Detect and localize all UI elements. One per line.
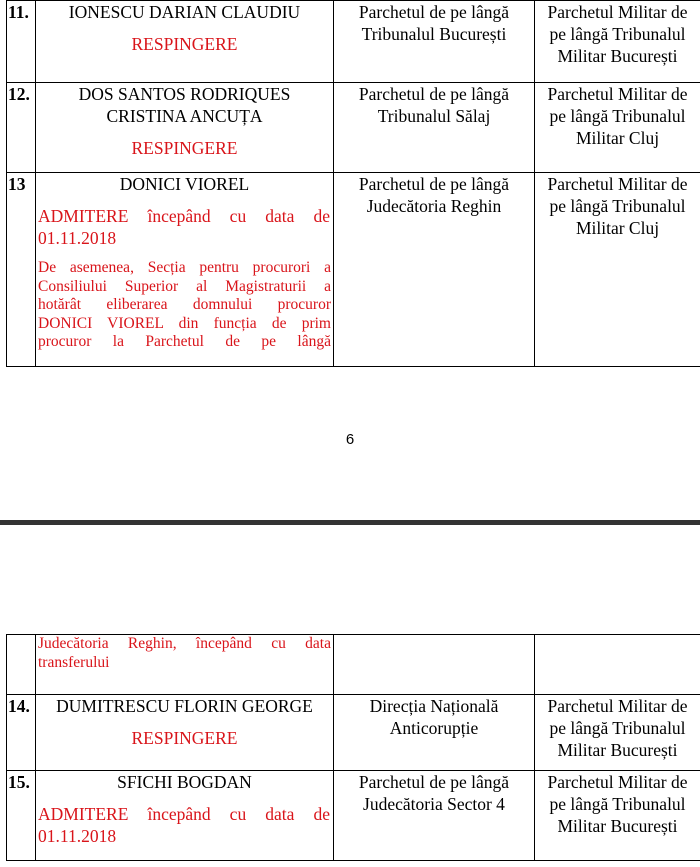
candidate-cell: [36, 771, 334, 861]
destination-unit: Parchetul Militar de pe lângă Tribunalul Militar București: [535, 695, 700, 771]
destination-unit: Parchetul Militar de pe lângă Tribunalul Militar Cluj: [535, 83, 700, 173]
candidate-cell: [36, 695, 334, 771]
transfer-table-bottom: [6, 634, 700, 861]
candidate-cell: [36, 1, 334, 83]
transfer-table-top: [6, 0, 700, 367]
decision-status: ADMITERE începând cu data de: [38, 206, 330, 226]
candidate-name: IONESCU DARIAN CLAUDIU: [68, 2, 301, 22]
table-row: [7, 635, 700, 695]
candidate-cell: [36, 83, 334, 173]
candidate-name: CRISTINA ANCUȚA: [106, 106, 263, 126]
continuation-cell: [36, 635, 334, 695]
row-number: 11.: [7, 1, 36, 83]
destination-unit: [535, 635, 700, 695]
decision-note-continued: Judecătoria Reghin, începând cu data transferului: [38, 635, 331, 671]
table-row: [7, 771, 700, 861]
page-divider: [0, 520, 700, 525]
destination-unit: Parchetul Militar de pe lângă Tribunalul Militar București: [535, 1, 700, 83]
candidate-name: DONICI VIOREL: [119, 174, 250, 194]
row-number: 14.: [7, 695, 36, 771]
decision-status: RESPINGERE: [131, 138, 238, 158]
origin-unit: Parchetul de pe lângă Tribunalul Sălaj: [334, 83, 535, 173]
origin-unit: Parchetul de pe lângă Judecătoria Sector 4: [334, 771, 535, 861]
table-row: [7, 173, 700, 367]
table-row: [7, 695, 700, 771]
origin-unit: Direcția Națională Anticorupție: [334, 695, 535, 771]
row-number: 15.: [7, 771, 36, 861]
destination-unit: Parchetul Militar de pe lângă Tribunalul Militar Cluj: [535, 173, 700, 367]
table-row: [7, 1, 700, 83]
table-row: [7, 83, 700, 173]
page-number: 6: [345, 431, 355, 448]
decision-note: De asemenea, Secția pentru procurori a Consiliului Superior al Magistraturii a hotărât eliberarea domnului procuror DONICI VIOREL din funcția de prim procuror la Parchetul de pe lângă: [38, 259, 331, 350]
origin-unit: Parchetul de pe lângă Tribunalul București: [334, 1, 535, 83]
destination-unit: Parchetul Militar de pe lângă Tribunalul Militar București: [535, 771, 700, 861]
origin-unit: [334, 635, 535, 695]
row-number: 12.: [7, 83, 36, 173]
decision-date: 01.11.2018: [38, 826, 117, 846]
row-number: 13: [7, 173, 36, 367]
decision-status: ADMITERE începând cu data de: [38, 804, 330, 824]
candidate-name: SFICHI BOGDAN: [117, 772, 252, 792]
decision-status: RESPINGERE: [131, 728, 238, 748]
decision-date: 01.11.2018: [38, 228, 117, 248]
row-number: [7, 635, 36, 695]
candidate-name: DOS SANTOS RODRIQUES: [78, 84, 291, 104]
candidate-name: DUMITRESCU FLORIN GEORGE: [56, 696, 313, 716]
decision-status: RESPINGERE: [131, 34, 238, 54]
origin-unit: Parchetul de pe lângă Judecătoria Reghin: [334, 173, 535, 367]
candidate-cell: [36, 173, 334, 367]
